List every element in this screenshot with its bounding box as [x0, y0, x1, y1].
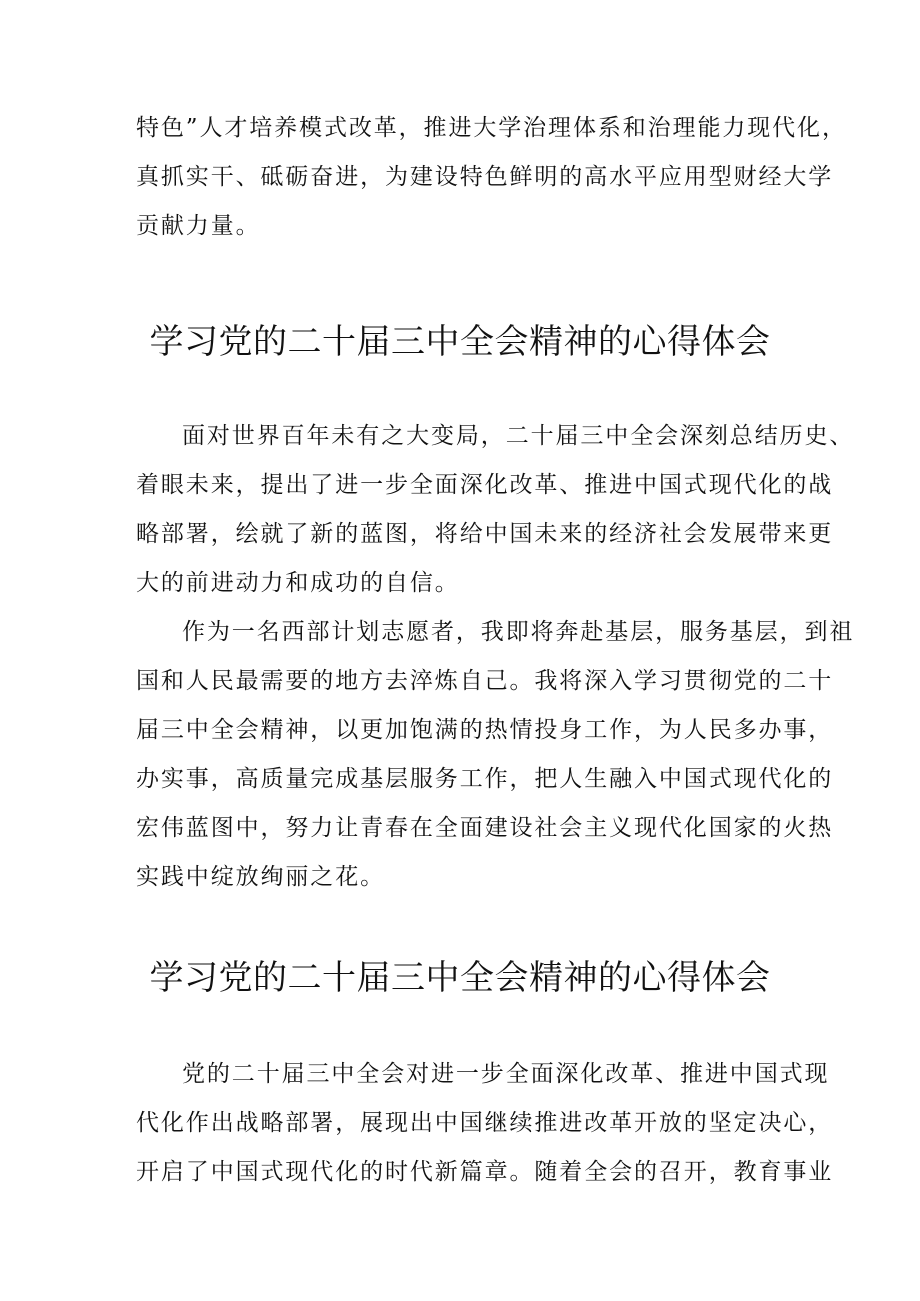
text-line: 面对世界百年未有之大变局，二十届三中全会深刻总结历史、 — [182, 423, 855, 449]
text-line: 届三中全会精神，以更加饱满的热情投身工作，为人民多办事， — [136, 717, 834, 743]
text-line: 实践中绽放绚丽之花。 — [136, 864, 385, 890]
essay-title: 学习党的二十届三中全会精神的心得体会 — [149, 958, 771, 998]
text-line: 着眼未来，提出了进一步全面深化改革、推进中国式现代化的战 — [136, 472, 834, 498]
text-line: 大的前进动力和成功的自信。 — [136, 570, 460, 596]
essay-title: 学习党的二十届三中全会精神的心得体会 — [149, 322, 771, 362]
text-line: 国和人民最需要的地方去淬炼自己。我将深入学习贯彻党的二十 — [136, 668, 834, 694]
continuation-paragraph — [136, 104, 847, 251]
text-line: 办实事，高质量完成基层服务工作，把人生融入中国式现代化的 — [136, 766, 834, 792]
text-line: 略部署，绘就了新的蓝图，将给中国未来的经济社会发展带来更 — [136, 521, 834, 547]
text-line: 代化作出战略部署，展现出中国继续推进改革开放的坚定决心， — [136, 1110, 834, 1136]
text-line: 特色”人才培养模式改革，推进大学治理体系和治理能力现代化， — [136, 115, 847, 141]
text-line: 党的二十届三中全会对进一步全面深化改革、推进中国式现 — [182, 1061, 830, 1087]
essay-body — [136, 412, 855, 902]
text-line: 宏伟蓝图中，努力让青春在全面建设社会主义现代化国家的火热 — [136, 815, 834, 841]
essay-body — [136, 1050, 834, 1197]
text-line: 作为一名西部计划志愿者，我即将奔赴基层，服务基层，到祖 — [182, 619, 855, 645]
text-line: 开启了中国式现代化的时代新篇章。随着全会的召开，教育事业 — [136, 1159, 834, 1185]
text-line: 真抓实干、砥砺奋进，为建设特色鲜明的高水平应用型财经大学 — [136, 164, 834, 190]
text-line: 贡献力量。 — [136, 213, 261, 239]
